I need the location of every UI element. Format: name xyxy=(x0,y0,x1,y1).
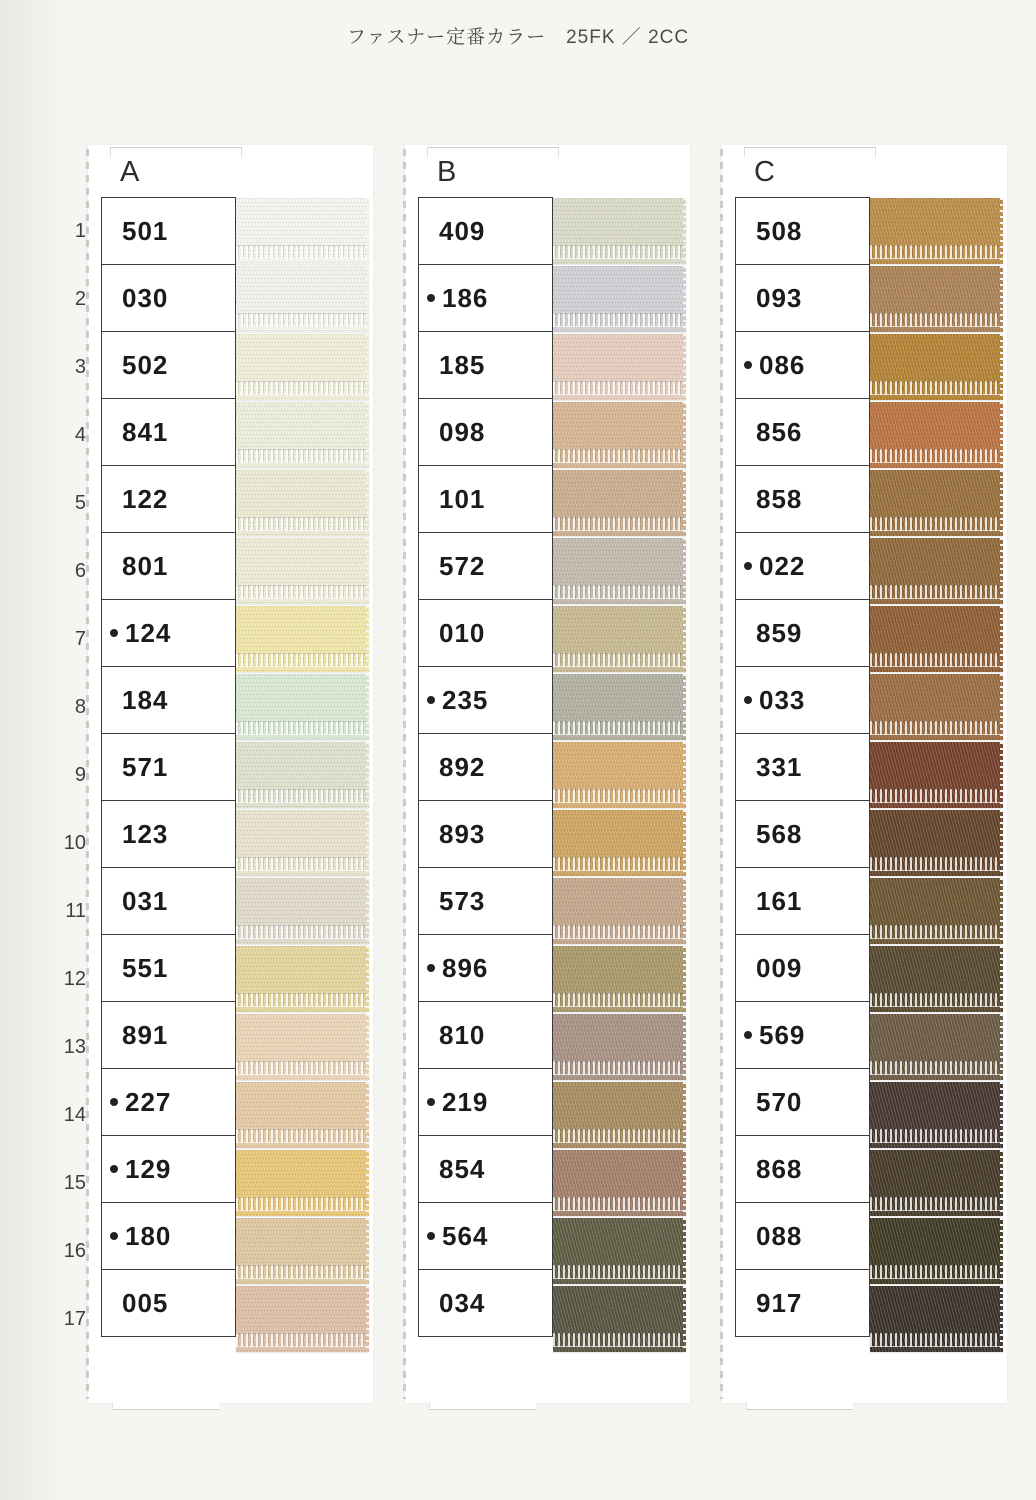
code-cell xyxy=(735,599,870,667)
code-rows xyxy=(101,197,236,1337)
card-bottom-tab xyxy=(746,1402,853,1410)
color-code: 801 xyxy=(122,550,169,581)
zipper-swatch xyxy=(553,198,686,264)
color-code: 122 xyxy=(122,483,169,514)
color-code: 569 xyxy=(759,1019,806,1050)
card-torn-edge xyxy=(403,149,406,1399)
code-cell xyxy=(418,398,553,466)
color-code: 123 xyxy=(122,818,169,849)
code-rows xyxy=(735,197,870,1337)
code-cell xyxy=(101,1001,236,1069)
code-cell xyxy=(101,1269,236,1337)
color-code: 010 xyxy=(439,617,486,648)
code-cell xyxy=(418,1068,553,1136)
code-cell xyxy=(101,398,236,466)
code-cell xyxy=(101,599,236,667)
code-cell xyxy=(735,1202,870,1270)
row-number: 10 xyxy=(63,831,86,854)
zipper-swatch xyxy=(870,198,1003,264)
color-code: 570 xyxy=(756,1086,803,1117)
zipper-swatch xyxy=(870,470,1003,536)
code-cell xyxy=(735,666,870,734)
color-code: 161 xyxy=(756,885,803,916)
code-cell xyxy=(735,197,870,265)
zipper-swatch xyxy=(870,742,1003,808)
code-cell xyxy=(418,666,553,734)
color-code: 129 xyxy=(125,1153,172,1184)
code-cell xyxy=(418,1001,553,1069)
code-cell xyxy=(418,197,553,265)
color-code: 185 xyxy=(439,349,486,380)
code-cell xyxy=(101,465,236,533)
row-number: 2 xyxy=(74,287,86,310)
code-cell xyxy=(735,1269,870,1337)
zipper-swatch xyxy=(553,266,686,332)
card-letter: C xyxy=(754,156,775,188)
zipper-swatch xyxy=(236,674,369,740)
code-cell xyxy=(735,264,870,332)
code-cell xyxy=(418,331,553,399)
color-code: 409 xyxy=(439,215,486,246)
code-cell xyxy=(735,1135,870,1203)
zipper-swatch xyxy=(870,402,1003,468)
zipper-swatch xyxy=(553,1286,686,1352)
color-code: 009 xyxy=(756,952,803,983)
color-code: 088 xyxy=(756,1220,803,1251)
color-code: 227 xyxy=(125,1086,172,1117)
code-cell xyxy=(735,398,870,466)
code-cell xyxy=(101,1135,236,1203)
code-cell xyxy=(418,465,553,533)
row-number: 14 xyxy=(63,1103,86,1126)
color-code: 810 xyxy=(439,1019,486,1050)
code-cell xyxy=(735,733,870,801)
zipper-swatch xyxy=(236,1082,369,1148)
color-code: 180 xyxy=(125,1220,172,1251)
code-cell xyxy=(101,867,236,935)
row-number: 7 xyxy=(74,627,86,650)
zipper-swatch xyxy=(553,1014,686,1080)
code-cell xyxy=(418,867,553,935)
zipper-swatch xyxy=(553,1150,686,1216)
zipper-swatch xyxy=(870,1150,1003,1216)
code-cell xyxy=(418,264,553,332)
color-code: 235 xyxy=(442,684,489,715)
zipper-swatch xyxy=(236,1218,369,1284)
row-number: 9 xyxy=(74,763,86,786)
zipper-swatch xyxy=(236,810,369,876)
color-code: 331 xyxy=(756,751,803,782)
marker-dot xyxy=(427,964,435,972)
marker-dot xyxy=(427,1098,435,1106)
zipper-swatch xyxy=(870,946,1003,1012)
color-code: 101 xyxy=(439,483,486,514)
zipper-swatch xyxy=(236,1286,369,1352)
color-code: 508 xyxy=(756,215,803,246)
color-code: 854 xyxy=(439,1153,486,1184)
color-code: 917 xyxy=(756,1287,803,1318)
row-number: 1 xyxy=(74,219,86,242)
code-cell xyxy=(735,800,870,868)
code-cell xyxy=(101,197,236,265)
code-cell xyxy=(101,532,236,600)
marker-dot xyxy=(427,1232,435,1240)
row-number: 3 xyxy=(74,355,86,378)
zipper-swatch xyxy=(236,1150,369,1216)
code-rows xyxy=(418,197,553,1337)
zipper-swatch xyxy=(236,198,369,264)
zipper-swatch xyxy=(553,606,686,672)
zipper-swatch xyxy=(870,334,1003,400)
code-cell xyxy=(735,934,870,1002)
card-torn-edge xyxy=(720,149,723,1399)
row-number: 15 xyxy=(63,1171,86,1194)
zipper-swatch xyxy=(236,334,369,400)
code-cell xyxy=(101,733,236,801)
code-cell xyxy=(418,1135,553,1203)
color-code: 551 xyxy=(122,952,169,983)
marker-dot xyxy=(110,629,118,637)
card-torn-edge xyxy=(86,149,89,1399)
zipper-swatch xyxy=(553,946,686,1012)
row-number: 11 xyxy=(65,899,86,922)
color-code: 093 xyxy=(756,282,803,313)
color-code: 186 xyxy=(442,282,489,313)
zipper-swatch xyxy=(236,606,369,672)
page-title: ファスナー定番カラー 25FK ／ 2CC xyxy=(346,27,690,48)
color-code: 034 xyxy=(439,1287,486,1318)
marker-dot xyxy=(427,696,435,704)
code-cell xyxy=(735,532,870,600)
zipper-swatch xyxy=(553,1082,686,1148)
zipper-swatch xyxy=(870,1286,1003,1352)
zipper-swatch xyxy=(236,878,369,944)
marker-dot xyxy=(427,294,435,302)
color-code: 573 xyxy=(439,885,486,916)
card-bottom-tab xyxy=(112,1402,219,1410)
code-cell xyxy=(735,1068,870,1136)
sample-card-a xyxy=(88,145,373,1403)
color-code: 124 xyxy=(125,617,172,648)
color-code: 031 xyxy=(122,885,169,916)
zipper-swatch xyxy=(553,334,686,400)
code-cell xyxy=(735,1001,870,1069)
row-number: 8 xyxy=(74,695,86,718)
color-code: 033 xyxy=(759,684,806,715)
color-code: 501 xyxy=(122,215,169,246)
color-code: 896 xyxy=(442,952,489,983)
row-number: 6 xyxy=(74,559,86,582)
color-code: 564 xyxy=(442,1220,489,1251)
zipper-swatch xyxy=(553,878,686,944)
color-code: 858 xyxy=(756,483,803,514)
zipper-swatch xyxy=(870,878,1003,944)
color-code: 502 xyxy=(122,349,169,380)
color-code: 030 xyxy=(122,282,169,313)
marker-dot xyxy=(110,1165,118,1173)
card-letter: A xyxy=(120,156,140,188)
zipper-swatch xyxy=(553,538,686,604)
color-code: 868 xyxy=(756,1153,803,1184)
zipper-swatch xyxy=(870,1014,1003,1080)
card-letter: B xyxy=(437,156,457,188)
color-code: 859 xyxy=(756,617,803,648)
color-code: 892 xyxy=(439,751,486,782)
zipper-swatch xyxy=(553,470,686,536)
zipper-swatch xyxy=(236,1014,369,1080)
marker-dot xyxy=(744,1031,752,1039)
sample-card-b xyxy=(405,145,690,1403)
marker-dot xyxy=(744,562,752,570)
zipper-swatch xyxy=(553,674,686,740)
row-number: 5 xyxy=(74,491,86,514)
code-cell xyxy=(418,1202,553,1270)
color-code: 893 xyxy=(439,818,486,849)
code-cell xyxy=(735,331,870,399)
color-code: 841 xyxy=(122,416,169,447)
marker-dot xyxy=(744,361,752,369)
zipper-swatch xyxy=(236,402,369,468)
marker-dot xyxy=(744,696,752,704)
zipper-swatch xyxy=(870,538,1003,604)
code-cell xyxy=(418,733,553,801)
code-cell xyxy=(101,800,236,868)
row-number: 16 xyxy=(63,1239,86,1262)
color-code: 572 xyxy=(439,550,486,581)
row-number: 13 xyxy=(63,1035,86,1058)
color-code: 022 xyxy=(759,550,806,581)
zipper-swatch xyxy=(236,266,369,332)
code-cell xyxy=(101,934,236,1002)
row-number: 4 xyxy=(74,423,86,446)
color-code: 098 xyxy=(439,416,486,447)
color-code: 571 xyxy=(122,751,169,782)
color-code: 891 xyxy=(122,1019,169,1050)
code-cell xyxy=(418,532,553,600)
code-cell xyxy=(101,264,236,332)
color-code: 005 xyxy=(122,1287,169,1318)
row-number: 12 xyxy=(63,967,86,990)
zipper-swatch xyxy=(870,1082,1003,1148)
zipper-swatch xyxy=(553,402,686,468)
zipper-swatch xyxy=(553,1218,686,1284)
color-code: 568 xyxy=(756,818,803,849)
code-cell xyxy=(418,1269,553,1337)
zipper-swatch xyxy=(236,470,369,536)
zipper-swatch xyxy=(870,606,1003,672)
zipper-swatch xyxy=(236,946,369,1012)
color-code: 219 xyxy=(442,1086,489,1117)
zipper-swatch xyxy=(870,1218,1003,1284)
zipper-swatch xyxy=(553,810,686,876)
sample-card-c xyxy=(722,145,1007,1403)
code-cell xyxy=(101,331,236,399)
zipper-swatch xyxy=(870,266,1003,332)
code-cell xyxy=(101,1202,236,1270)
code-cell xyxy=(735,867,870,935)
zipper-swatch xyxy=(236,742,369,808)
color-code: 184 xyxy=(122,684,169,715)
zipper-swatch xyxy=(236,538,369,604)
card-bottom-tab xyxy=(429,1402,536,1410)
zipper-swatch xyxy=(870,810,1003,876)
color-code: 086 xyxy=(759,349,806,380)
code-cell xyxy=(418,599,553,667)
marker-dot xyxy=(110,1098,118,1106)
code-cell xyxy=(418,800,553,868)
code-cell xyxy=(101,1068,236,1136)
code-cell xyxy=(101,666,236,734)
color-code: 856 xyxy=(756,416,803,447)
zipper-swatch xyxy=(870,674,1003,740)
code-cell xyxy=(735,465,870,533)
code-cell xyxy=(418,934,553,1002)
row-number: 17 xyxy=(63,1307,86,1330)
zipper-swatch xyxy=(553,742,686,808)
marker-dot xyxy=(110,1232,118,1240)
